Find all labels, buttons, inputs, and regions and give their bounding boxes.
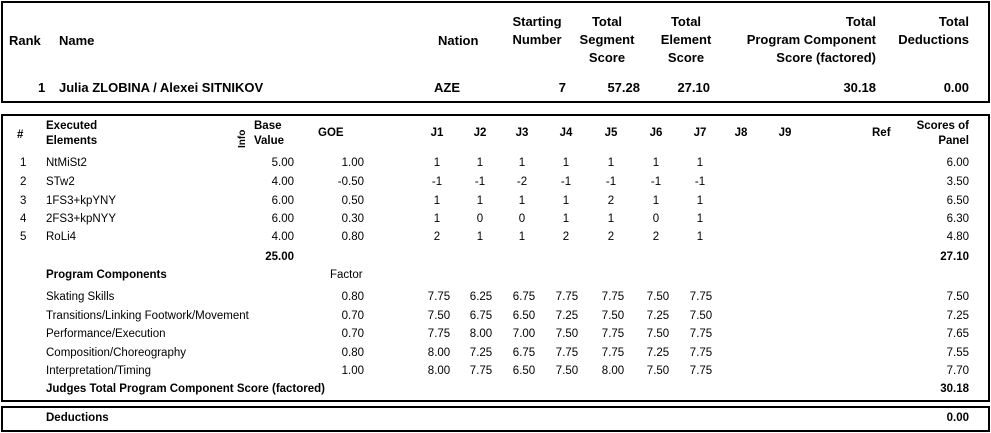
elements-col-info: Info	[237, 129, 248, 148]
judge-header: J7	[693, 127, 707, 139]
col-name: Name	[59, 33, 95, 48]
component-judge-score: 7.25	[469, 347, 493, 359]
component-judge-score: 7.75	[689, 365, 713, 377]
element-judge-score: 0	[652, 213, 660, 225]
element-judge-score: 1	[562, 213, 570, 225]
component-judge-score: 6.75	[469, 310, 493, 322]
element-judge-score: 0	[518, 213, 526, 225]
component-judge-score: 8.00	[427, 365, 451, 377]
element-base-value: 6.00	[271, 213, 294, 225]
component-judge-score: 7.75	[427, 291, 451, 303]
pc-title: Program Components	[46, 269, 167, 281]
component-judge-score: 7.50	[555, 365, 579, 377]
element-judge-score: 1	[696, 195, 704, 207]
skater-pcs: 30.18	[843, 80, 876, 95]
component-name: Skating Skills	[46, 291, 115, 303]
elements-col-goe: GOE	[318, 127, 344, 139]
judge-header: J1	[430, 127, 444, 139]
component-name: Transitions/Linking Footwork/Movement	[46, 310, 249, 322]
element-panel-score: 4.80	[946, 231, 969, 243]
element-name: NtMiSt2	[46, 157, 87, 169]
component-judge-score: 7.50	[427, 310, 451, 322]
judge-header: J3	[515, 127, 529, 139]
element-judge-score: 1	[562, 195, 570, 207]
element-judge-score: 1	[518, 157, 526, 169]
component-name: Performance/Execution	[46, 328, 166, 340]
elements-col-ref: Ref	[872, 127, 891, 139]
element-judge-score: 1	[696, 231, 704, 243]
col-total-element-score: Total Element Score	[660, 14, 712, 65]
element-goe: 1.00	[341, 157, 364, 169]
element-panel-score: 6.50	[946, 195, 969, 207]
element-num: 4	[20, 213, 27, 225]
element-num: 1	[20, 157, 27, 169]
deductions-value: 0.00	[946, 412, 969, 424]
component-judge-score: 7.75	[601, 347, 625, 359]
skater-tes: 27.10	[677, 80, 710, 95]
component-panel-score: 7.65	[946, 328, 969, 340]
component-name: Composition/Choreography	[46, 347, 186, 359]
component-name: Interpretation/Timing	[46, 365, 152, 377]
skater-starting-number: 7	[558, 80, 566, 95]
element-goe: -0.50	[337, 176, 364, 188]
element-judge-score: -2	[516, 176, 528, 188]
element-judge-score: 2	[652, 231, 660, 243]
component-judge-score: 7.75	[427, 328, 451, 340]
element-judge-score: -1	[605, 176, 617, 188]
col-nation: Nation	[438, 33, 479, 48]
skater-name: Julia ZLOBINA / Alexei SITNIKOV	[59, 80, 264, 95]
judge-header: J4	[559, 127, 573, 139]
component-judge-score: 8.00	[427, 347, 451, 359]
element-judge-score: 2	[562, 231, 570, 243]
element-base-value: 4.00	[271, 176, 294, 188]
col-total-deductions: Total Deductions	[898, 14, 969, 47]
element-judge-score: 0	[476, 213, 484, 225]
component-judge-score: 6.75	[512, 347, 536, 359]
component-judge-score: 7.50	[646, 365, 670, 377]
element-goe: 0.30	[341, 213, 364, 225]
skater-rank: 1	[38, 80, 46, 95]
element-judge-score: 1	[433, 213, 441, 225]
element-name: RoLi4	[46, 231, 77, 243]
element-judge-score: 2	[607, 231, 615, 243]
component-judge-score: 8.00	[469, 328, 493, 340]
element-name: 2FS3+kpNYY	[46, 213, 116, 225]
component-judge-score: 7.50	[646, 291, 670, 303]
element-judge-score: 1	[476, 195, 484, 207]
element-judge-score: 1	[476, 231, 484, 243]
pc-factor-header: Factor	[330, 269, 363, 281]
component-judge-score: 7.50	[555, 328, 579, 340]
judge-header: J9	[778, 127, 792, 139]
component-judge-score: 6.50	[512, 310, 536, 322]
element-judge-score: -1	[474, 176, 486, 188]
component-judge-score: 7.50	[601, 310, 625, 322]
deductions-box	[1, 406, 990, 432]
element-judge-score: 1	[433, 157, 441, 169]
skater-deductions: 0.00	[943, 80, 969, 95]
component-factor: 0.70	[341, 310, 364, 322]
component-judge-score: 7.50	[646, 328, 670, 340]
element-panel-score: 6.00	[946, 157, 969, 169]
col-rank: Rank	[9, 33, 41, 48]
element-judge-score: 1	[562, 157, 570, 169]
element-name: 1FS3+kpYNY	[46, 195, 116, 207]
component-judge-score: 7.75	[555, 291, 579, 303]
judge-header: J6	[649, 127, 663, 139]
component-judge-score: 7.75	[555, 347, 579, 359]
component-factor: 0.80	[341, 291, 364, 303]
element-judge-score: -1	[650, 176, 662, 188]
col-total-pcs: Total Program Component Score (factored)	[746, 14, 876, 65]
element-judge-score: -1	[431, 176, 443, 188]
element-goe: 0.50	[341, 195, 364, 207]
pc-total-label: Judges Total Program Component Score (factored)	[46, 383, 326, 395]
element-judge-score: 1	[652, 157, 660, 169]
component-factor: 0.70	[341, 328, 364, 340]
elements-col-base: Base Value	[254, 120, 285, 147]
component-panel-score: 7.50	[946, 291, 969, 303]
col-starting-number: Starting Number	[512, 14, 562, 47]
judge-header: J8	[734, 127, 748, 139]
element-base-value: 4.00	[271, 231, 294, 243]
component-judge-score: 7.75	[689, 347, 713, 359]
element-base-value: 6.00	[271, 195, 294, 207]
element-num: 3	[20, 195, 27, 207]
judge-header: J2	[473, 127, 487, 139]
elements-total-base: 25.00	[265, 251, 294, 263]
component-judge-score: 7.50	[689, 310, 713, 322]
element-panel-score: 3.50	[946, 176, 969, 188]
elements-col-executed: Executed Elements	[46, 120, 98, 147]
component-judge-score: 7.75	[689, 291, 713, 303]
element-judge-score: 2	[607, 195, 615, 207]
element-judge-score: -1	[560, 176, 572, 188]
element-judge-score: 1	[607, 157, 615, 169]
element-panel-score: 6.30	[946, 213, 969, 225]
skater-tss: 57.28	[607, 80, 640, 95]
elements-total-score: 27.10	[940, 251, 969, 263]
component-judge-score: 7.25	[646, 310, 670, 322]
skater-nation: AZE	[434, 80, 460, 95]
elements-col-scores: Scores of Panel	[916, 120, 969, 147]
component-factor: 0.80	[341, 347, 364, 359]
component-judge-score: 7.75	[601, 328, 625, 340]
element-goe: 0.80	[341, 231, 364, 243]
element-judge-score: 1	[652, 195, 660, 207]
element-name: STw2	[46, 176, 75, 188]
component-factor: 1.00	[341, 365, 364, 377]
component-judge-score: 7.75	[469, 365, 493, 377]
col-total-segment-score: Total Segment Score	[579, 14, 635, 65]
element-judge-score: -1	[694, 176, 706, 188]
component-judge-score: 6.25	[469, 291, 493, 303]
element-judge-score: 1	[696, 213, 704, 225]
elements-col-num: #	[17, 129, 24, 141]
component-judge-score: 7.75	[601, 291, 625, 303]
element-judge-score: 1	[607, 213, 615, 225]
component-judge-score: 7.25	[555, 310, 579, 322]
component-judge-score: 7.00	[512, 328, 536, 340]
element-judge-score: 2	[433, 231, 441, 243]
component-judge-score: 6.75	[512, 291, 536, 303]
component-judge-score: 6.50	[512, 365, 536, 377]
component-panel-score: 7.25	[946, 310, 969, 322]
pc-total-score: 30.18	[940, 383, 969, 395]
component-judge-score: 8.00	[601, 365, 625, 377]
component-judge-score: 7.25	[646, 347, 670, 359]
component-panel-score: 7.70	[946, 365, 969, 377]
element-num: 2	[20, 176, 27, 188]
element-judge-score: 1	[696, 157, 704, 169]
deductions-label: Deductions	[46, 412, 109, 424]
element-judge-score: 1	[518, 231, 526, 243]
component-panel-score: 7.55	[946, 347, 969, 359]
element-base-value: 5.00	[271, 157, 294, 169]
element-judge-score: 1	[518, 195, 526, 207]
component-judge-score: 7.75	[689, 328, 713, 340]
element-judge-score: 1	[433, 195, 441, 207]
judge-header: J5	[604, 127, 618, 139]
element-judge-score: 1	[476, 157, 484, 169]
element-num: 5	[20, 231, 27, 243]
